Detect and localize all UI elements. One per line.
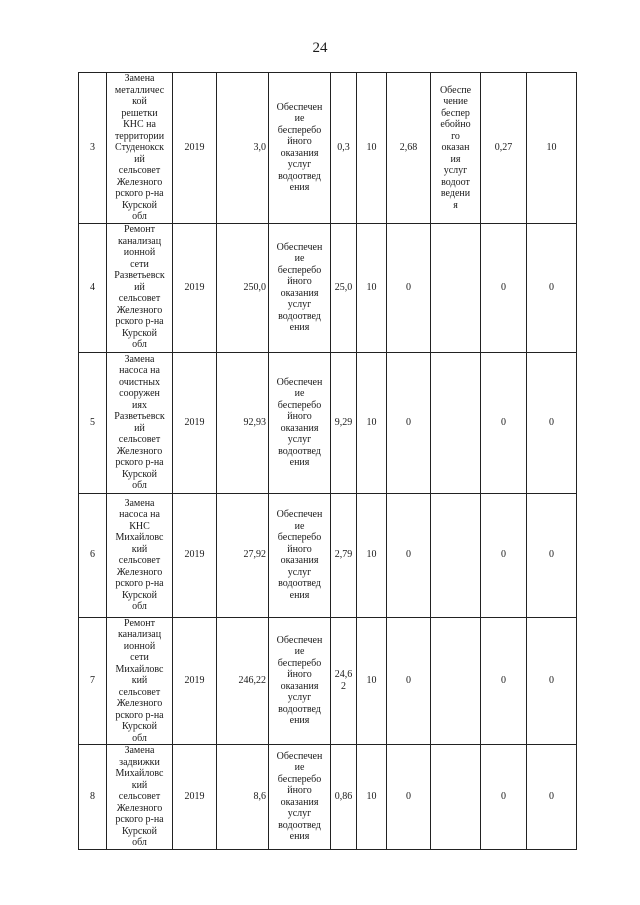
purpose-cell-line: бесперебо <box>277 264 322 276</box>
purpose-cell-2-line: ебойно <box>440 119 471 130</box>
purpose-cell-line: ие <box>294 520 305 532</box>
row-number: 6 <box>79 493 107 617</box>
value-cell-8: 2,68 <box>387 73 431 224</box>
page-number: 24 <box>312 40 328 56</box>
measure-description-line: обл <box>132 211 147 222</box>
purpose-cell-line: йного <box>287 669 312 681</box>
year-cell: 2019 <box>173 223 217 352</box>
value-cell-8: 0 <box>387 352 431 493</box>
purpose-cell-line: ения <box>289 182 310 194</box>
purpose-cell-line: бесперебо <box>277 124 322 136</box>
measure-description <box>107 493 173 617</box>
purpose-cell-line: оказания <box>280 287 319 299</box>
measure-description-line: обл <box>132 601 147 612</box>
purpose-cell-line: Обеспечен <box>276 101 323 113</box>
table-row <box>79 617 577 745</box>
measure-description-line: ий <box>134 153 145 165</box>
measure-description-line: Ремонт <box>124 617 155 629</box>
value-cell-6: 25,0 <box>331 223 357 352</box>
measure-description-line: сельсовет <box>118 686 161 698</box>
value-cell-11: 0 <box>527 745 577 850</box>
purpose-cell-line: бесперебо <box>277 773 322 785</box>
purpose-cell-line: бесперебо <box>277 657 322 669</box>
purpose-cell-2-line: водоот <box>441 176 470 188</box>
value-cell-7: 10 <box>357 223 387 352</box>
measure-description-line: кой <box>132 96 147 107</box>
purpose-cell-line: водоотвед <box>278 703 321 715</box>
measure-description <box>107 223 173 352</box>
purpose-cell-line: Обеспечен <box>276 509 323 520</box>
cost-cell: 27,92 <box>217 493 269 617</box>
measure-description-line: Михайловс <box>115 532 164 543</box>
cost-cell: 92,93 <box>217 352 269 493</box>
table-body <box>79 73 577 850</box>
purpose-cell-2-line: оказан <box>441 142 470 153</box>
measure-description-line: Курской <box>121 825 158 837</box>
purpose-cell-line: услуг <box>287 299 312 310</box>
cost-cell: 8,6 <box>217 745 269 850</box>
measure-description-line: кий <box>131 779 148 791</box>
value-cell-7: 10 <box>357 73 387 224</box>
measure-description-line: кий <box>131 543 148 555</box>
measure-description-line: насоса на <box>119 365 160 376</box>
measure-description-line: Замена <box>124 353 155 365</box>
value-cell-8: 0 <box>387 617 431 745</box>
measure-description-line: Замена <box>124 73 155 84</box>
purpose-cell-line: ения <box>289 457 310 468</box>
purpose-cell-line: Обеспечен <box>276 634 323 646</box>
value-cell-10: 0 <box>481 493 527 617</box>
purpose-cell-line: услуг <box>287 566 312 578</box>
measure-description <box>107 617 173 745</box>
row-number: 7 <box>79 617 107 745</box>
purpose-cell-line: бесперебо <box>277 532 322 543</box>
purpose-cell-line: ие <box>294 113 305 125</box>
purpose-cell-line: ие <box>294 762 305 774</box>
purpose-cell-line: услуг <box>287 434 312 445</box>
value-cell-10: 0 <box>481 352 527 493</box>
measure-description-line: сети <box>130 652 149 663</box>
cost-cell: 246,22 <box>217 617 269 745</box>
purpose-cell-line: ения <box>289 831 310 843</box>
purpose-cell-2-line: я <box>453 199 458 211</box>
measure-description-line: решетки <box>121 107 158 119</box>
purpose-cell-2 <box>431 223 481 352</box>
value-cell-10: 0 <box>481 223 527 352</box>
purpose-cell-2-line: ия <box>450 153 461 165</box>
purpose-cell-2 <box>431 617 481 745</box>
purpose-cell-line: Обеспечен <box>276 241 323 253</box>
purpose-cell <box>269 73 331 224</box>
purpose-cell-2-line: беспер <box>441 107 470 119</box>
measure-description-line: сельсовет <box>118 791 161 802</box>
purpose-cell-2 <box>431 493 481 617</box>
purpose-cell-2-line: Обеспе <box>439 84 472 96</box>
measure-description-line: рского р-на <box>115 457 164 468</box>
measure-description-line: ий <box>134 422 145 434</box>
table-row <box>79 352 577 493</box>
purpose-cell-line: оказания <box>280 147 319 159</box>
purpose-cell-line: йного <box>287 543 312 555</box>
value-cell-8: 0 <box>387 493 431 617</box>
purpose-cell-line: ие <box>294 388 305 399</box>
measure-description-line: ионной <box>123 640 156 652</box>
measure-description-line: Железного <box>116 566 163 578</box>
measure-description-line: Курской <box>121 721 158 732</box>
measure-description-line: Железного <box>116 698 163 709</box>
purpose-cell-line: йного <box>287 785 312 797</box>
table-row <box>79 223 577 352</box>
measure-description-line: КНС на <box>123 119 156 130</box>
cost-cell: 250,0 <box>217 223 269 352</box>
purpose-cell-line: оказания <box>280 422 319 434</box>
value-cell-7: 10 <box>357 617 387 745</box>
value-cell-7: 10 <box>357 493 387 617</box>
value-cell-6: 0,86 <box>331 745 357 850</box>
measure-description <box>107 352 173 493</box>
purpose-cell-line: оказания <box>280 555 319 566</box>
value-cell-10: 0,27 <box>481 73 527 224</box>
measure-description-line: кий <box>131 675 148 686</box>
measures-table <box>78 72 577 850</box>
measure-description-line: Замена <box>124 497 155 509</box>
measure-description-line: канализац <box>117 629 162 640</box>
purpose-cell-line: водоотвед <box>278 445 321 457</box>
measure-description-line: Курской <box>121 468 158 480</box>
value-cell-11: 0 <box>527 617 577 745</box>
measure-description-line: Курской <box>121 327 158 339</box>
measure-description-line: Студенокск <box>115 142 164 153</box>
purpose-cell-line: оказания <box>280 680 319 692</box>
value-cell-11: 0 <box>527 223 577 352</box>
purpose-cell <box>269 493 331 617</box>
measure-description <box>107 745 173 850</box>
purpose-cell-2-line: чение <box>443 96 468 107</box>
purpose-cell-line: водоотвед <box>278 578 321 589</box>
purpose-cell-line: услуг <box>287 808 312 820</box>
measure-description-line: канализац <box>117 235 162 247</box>
value-cell-10: 0 <box>481 617 527 745</box>
purpose-cell-line: водоотвед <box>278 170 321 182</box>
measure-description-line: иях <box>132 399 147 411</box>
purpose-cell-2-line: услуг <box>443 165 468 176</box>
measure-description-line: Железного <box>116 802 163 814</box>
purpose-cell-line: услуг <box>287 159 312 171</box>
measure-description-line: территории <box>114 130 165 142</box>
purpose-cell-2 <box>431 745 481 850</box>
table-row <box>79 73 577 224</box>
purpose-cell <box>269 223 331 352</box>
purpose-cell-line: бесперебо <box>277 399 322 411</box>
measure-description-line: Михайловс <box>115 663 164 675</box>
measure-description <box>107 73 173 224</box>
purpose-cell-line: ения <box>289 715 310 727</box>
purpose-cell-2 <box>431 352 481 493</box>
measure-description-line: сельсовет <box>118 555 161 566</box>
measure-description-line: рского р-на <box>115 814 164 825</box>
purpose-cell-line: ения <box>289 322 310 333</box>
year-cell: 2019 <box>173 617 217 745</box>
purpose-cell <box>269 617 331 745</box>
value-cell-6: 2,79 <box>331 493 357 617</box>
measure-description-line: сельсовет <box>118 165 161 176</box>
measure-description-line: Курской <box>121 199 158 211</box>
purpose-cell-2 <box>431 73 481 224</box>
purpose-cell-line: йного <box>287 136 312 148</box>
value-cell-11: 10 <box>527 73 577 224</box>
measure-description-line: Железного <box>116 176 163 188</box>
table-row <box>79 745 577 850</box>
purpose-cell-2-line: ведени <box>440 188 471 199</box>
value-cell-10: 0 <box>481 745 527 850</box>
purpose-cell-line: водоотвед <box>278 819 321 831</box>
purpose-cell <box>269 352 331 493</box>
value-cell-8: 0 <box>387 745 431 850</box>
purpose-cell <box>269 745 331 850</box>
value-cell-6: 9,29 <box>331 352 357 493</box>
measure-description-line: очистных <box>118 376 160 388</box>
purpose-cell-line: ие <box>294 253 305 264</box>
purpose-cell-2-line: го <box>451 130 460 142</box>
value-cell-8: 0 <box>387 223 431 352</box>
year-cell: 2019 <box>173 352 217 493</box>
measure-description-line: сельсовет <box>118 434 161 445</box>
measure-description-line: сети <box>130 258 149 270</box>
measure-description-line: рского р-на <box>115 578 164 589</box>
value-cell-11: 0 <box>527 493 577 617</box>
measure-description-line: Михайловс <box>115 768 164 779</box>
measure-description-line: рского р-на <box>115 188 164 199</box>
measure-description-line: обл <box>132 480 147 491</box>
measure-description-line: обл <box>132 339 147 351</box>
year-cell: 2019 <box>173 745 217 850</box>
value-cell-11: 0 <box>527 352 577 493</box>
year-cell: 2019 <box>173 73 217 224</box>
measure-description-line: сельсовет <box>118 293 161 305</box>
purpose-cell-line: йного <box>287 276 312 287</box>
purpose-cell-line: Обеспечен <box>276 376 323 388</box>
measure-description-line: Ремонт <box>124 224 155 236</box>
row-number: 3 <box>79 73 107 224</box>
cost-cell: 3,0 <box>217 73 269 224</box>
purpose-cell-line: ие <box>294 646 305 658</box>
measure-description-line: Разветьевск <box>114 270 165 282</box>
measure-description-line: насоса на <box>119 509 160 520</box>
value-cell-6: 0,3 <box>331 73 357 224</box>
measure-description-line: обл <box>132 837 147 848</box>
table-row <box>79 493 577 617</box>
measure-description-line: Железного <box>116 445 163 457</box>
measure-description-line: задвижки <box>119 756 160 768</box>
measure-description-line: ий <box>134 281 145 293</box>
measure-description-line: КНС <box>129 520 150 532</box>
value-cell-7: 10 <box>357 352 387 493</box>
row-number: 5 <box>79 352 107 493</box>
value-cell-6: 24,6 2 <box>331 617 357 745</box>
row-number: 4 <box>79 223 107 352</box>
purpose-cell-line: йного <box>287 411 312 422</box>
measure-description-line: рского р-на <box>115 709 164 721</box>
measure-description-line: металличес <box>114 84 165 96</box>
measure-description-line: сооружен <box>119 388 160 399</box>
year-cell: 2019 <box>173 493 217 617</box>
measure-description-line: обл <box>132 732 147 744</box>
value-cell-7: 10 <box>357 745 387 850</box>
purpose-cell-line: услуг <box>287 692 312 704</box>
measure-description-line: рского р-на <box>115 316 164 328</box>
purpose-cell-line: оказания <box>280 796 319 808</box>
measure-description-line: Железного <box>116 304 163 316</box>
measure-description-line: Замена <box>124 745 155 756</box>
measure-description-line: ионной <box>123 247 156 259</box>
purpose-cell-line: ения <box>289 589 310 601</box>
row-number: 8 <box>79 745 107 850</box>
measure-description-line: Разветьевск <box>114 411 165 422</box>
purpose-cell-line: водоотвед <box>278 310 321 322</box>
measure-description-line: Курской <box>121 589 158 601</box>
purpose-cell-line: Обеспечен <box>276 750 323 762</box>
